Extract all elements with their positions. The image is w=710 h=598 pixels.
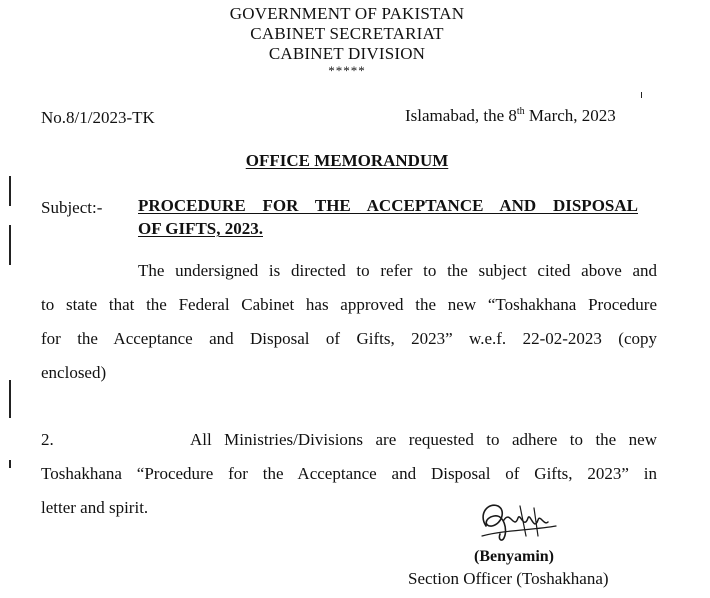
paragraph-2-line-3: letter and spirit. bbox=[41, 498, 149, 517]
paragraph-1-line-4: enclosed) bbox=[41, 363, 107, 382]
scan-margin-mark bbox=[9, 380, 11, 418]
signatory-name: (Benyamin) bbox=[474, 548, 554, 565]
scan-margin-mark bbox=[9, 225, 11, 265]
paragraph-1-line-3: for the Acceptance and Disposal of Gifts, 2023” w.e.f. 22-02-2023 (copy bbox=[41, 329, 657, 348]
header-secretariat: CABINET SECRETARIAT bbox=[250, 24, 444, 43]
subject-line-2: OF GIFTS, 2023. bbox=[138, 219, 263, 238]
header-separator: ***** bbox=[328, 63, 366, 78]
date-ordinal: th bbox=[516, 106, 525, 117]
memo-title: OFFICE MEMORANDUM bbox=[245, 151, 449, 170]
scan-margin-mark bbox=[9, 460, 11, 468]
signature-icon bbox=[474, 496, 564, 548]
signatory-designation: Section Officer (Toshakhana) bbox=[408, 569, 609, 588]
header-government: GOVERNMENT OF PAKISTAN bbox=[229, 4, 465, 23]
scan-margin-mark bbox=[641, 92, 642, 98]
paragraph-1-line-1: The undersigned is directed to refer to the subject cited above and bbox=[138, 261, 657, 280]
paragraph-1-line-2: to state that the Federal Cabinet has approved the new “Toshakhana Procedure bbox=[41, 295, 657, 314]
date-prefix: Islamabad, the 8 bbox=[405, 106, 517, 125]
paragraph-2-number: 2. bbox=[41, 430, 54, 449]
paragraph-2-line-1: All Ministries/Divisions are requested to adhere to the new bbox=[190, 430, 657, 449]
issue-date bbox=[405, 106, 616, 126]
subject-line-1: PROCEDURE FOR THE ACCEPTANCE AND DISPOSAL bbox=[138, 196, 638, 215]
date-suffix: March, 2023 bbox=[524, 106, 616, 125]
paragraph-2-line-2: Toshakhana “Procedure for the Acceptance and Disposal of Gifts, 2023” in bbox=[41, 464, 657, 483]
subject-text bbox=[138, 194, 638, 240]
scan-margin-mark bbox=[9, 176, 11, 206]
subject-label: Subject:- bbox=[41, 198, 103, 217]
header-division: CABINET DIVISION bbox=[268, 44, 426, 63]
file-number: No.8/1/2023-TK bbox=[41, 108, 155, 127]
